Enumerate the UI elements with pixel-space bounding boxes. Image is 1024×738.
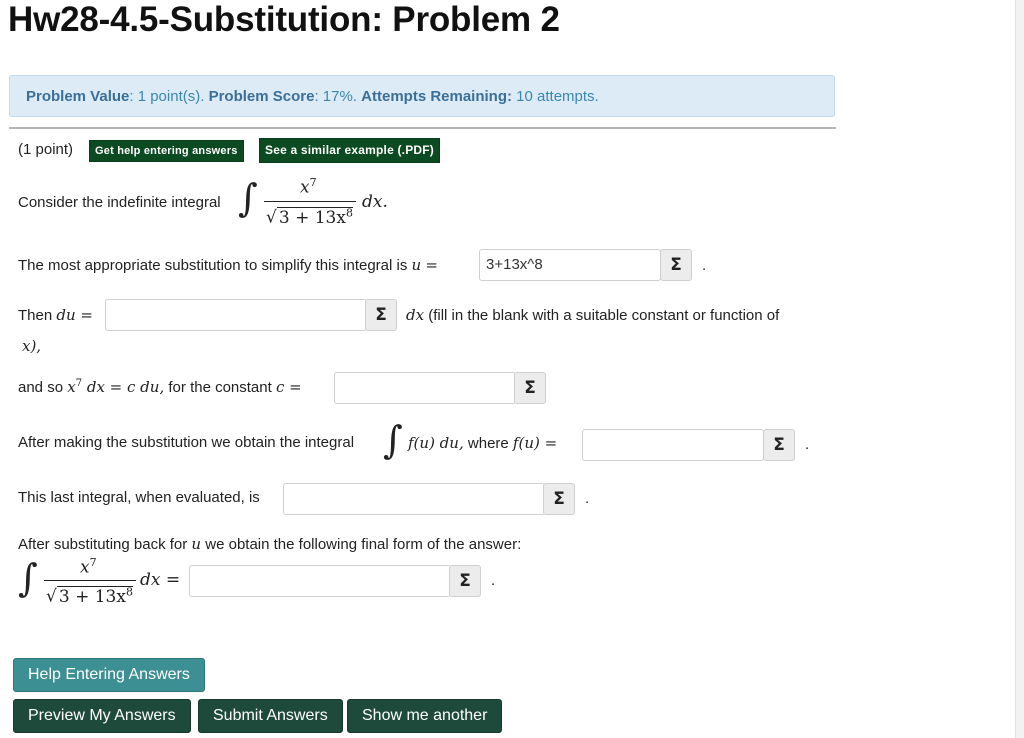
page-title: Hw28-4.5-Substitution: Problem 2 [8,0,560,39]
points-label: (1 point) [18,141,74,158]
final-answer-input[interactable] [189,565,451,597]
scrollbar[interactable] [1015,0,1024,738]
attempts-label: Attempts Remaining: [361,88,512,105]
equation-editor-icon[interactable]: Σ [660,249,692,281]
evaluated-integral-input[interactable] [283,483,545,515]
problem-value-label: Problem Value [26,88,130,105]
du-input[interactable] [105,299,367,331]
divider [9,127,836,129]
equation-editor-icon[interactable]: Σ [514,372,546,404]
substitution-text: The most appropriate substitution to simplify this integral is u = [18,256,438,274]
preview-answers-button[interactable]: Preview My Answers [13,699,191,733]
equation-editor-icon[interactable]: Σ [365,299,397,331]
help-entering-answers-button[interactable]: Help Entering Answers [13,658,205,692]
then-du-text: Then du = [18,306,93,324]
similar-example-link[interactable]: See a similar example (.PDF) [259,138,440,163]
attempts-text: 10 attempts. [512,88,599,105]
submit-answers-button[interactable]: Submit Answers [198,699,343,733]
fill-hint-text: dx (fill in the blank with a suitable constant or function of [406,306,780,324]
fu-du-text: f(u) du, where f(u) = [408,434,558,452]
and-so-text: and so $x^7$ dx = c du, for the constant c = [18,378,302,396]
last-integral-text: This last integral, when evaluated, is [18,489,260,506]
integrand-numerator: $x^7$ [300,176,317,198]
period: . [805,436,810,453]
final-integrand-numerator: $x^7$ [80,556,97,578]
problem-score-text: : 17%. [314,88,357,105]
integral-sign: ∫ [383,418,403,462]
equation-editor-icon[interactable]: Σ [763,429,795,461]
problem-value-text: : 1 point(s). [129,88,205,105]
dx-equals: dx = [140,570,181,590]
help-entering-answers-link[interactable]: Get help entering answers [89,140,244,162]
fraction-bar [264,201,356,202]
back-substitution-text: After substituting back for u we obtain the following final form of the answer: [18,535,522,553]
consider-text: Consider the indefinite integral [18,194,221,211]
constant-c-input[interactable] [334,372,516,404]
period: . [702,257,707,274]
period: . [491,572,496,589]
problem-score-label: Problem Score [208,88,315,105]
fu-input[interactable] [582,429,764,461]
fraction-bar [44,580,136,581]
problem-info-banner [9,75,835,117]
period: . [585,490,590,507]
u-substitution-input[interactable]: 3+13x^8 [479,249,661,281]
final-integrand-denominator: √ $3 + 13x^8$ [46,585,133,607]
after-substitution-text: After making the substitution we obtain the integral [18,434,355,451]
dx-period: dx. [362,192,388,212]
integral-sign: ∫ [238,176,258,220]
x-paren: x), [22,337,42,355]
integral-sign: ∫ [18,556,38,600]
show-another-button[interactable]: Show me another [347,699,502,733]
integrand-denominator: √ $3 + 13x^8$ [266,206,353,228]
equation-editor-icon[interactable]: Σ [543,483,575,515]
equation-editor-icon[interactable]: Σ [449,565,481,597]
